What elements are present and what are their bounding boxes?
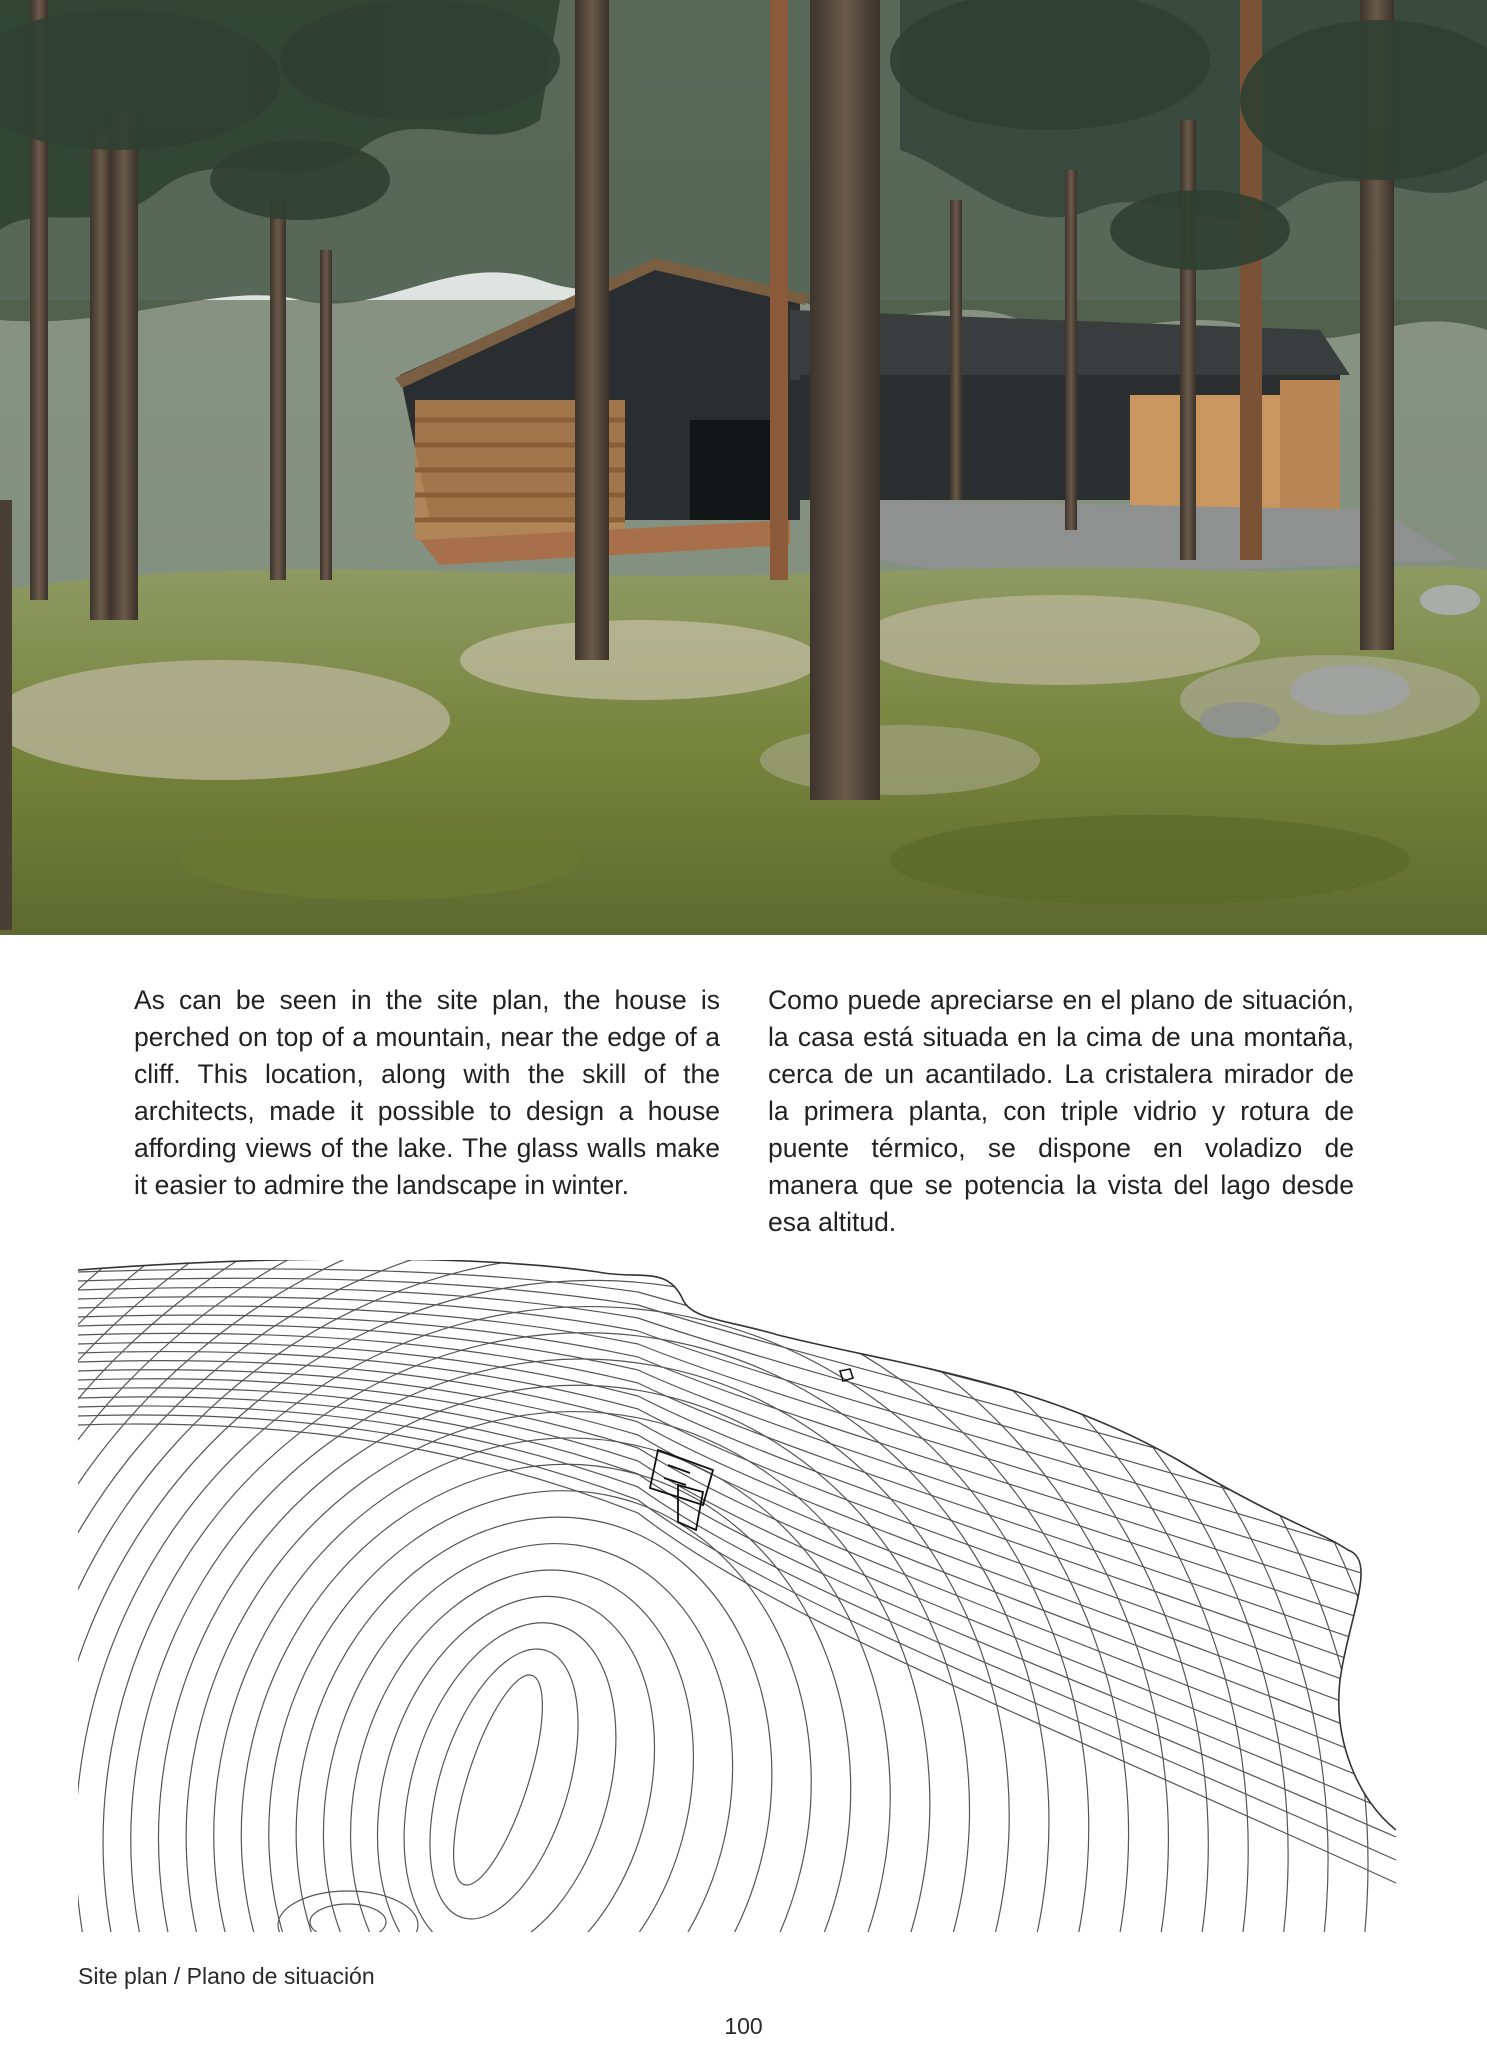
small-structure: [840, 1369, 853, 1381]
building-footprint: [650, 1450, 713, 1530]
contour-map: [78, 1260, 1396, 1932]
page-number: 100: [724, 2013, 763, 2039]
spanish-paragraph: Como puede apreciarse en el plano de situación, la casa está situada en la cima de una montaña, cerca de un acantilado. La cristalera mirador de la primera planta, con triple vidrio y rotura de puente térmico, se dispone en voladizo de manera que se potencia la vista del lago desde esa altitud.: [768, 985, 1354, 1237]
site-plan-drawing: [78, 1260, 1396, 1932]
figure-caption: Site plan / Plano de situación: [78, 1963, 375, 1989]
house-photo: [0, 0, 1487, 935]
forest-house-illustration: [0, 0, 1487, 935]
english-paragraph: As can be seen in the site plan, the house is perched on top of a mountain, near the edge of a cliff. This location, along with the skill of the architects, made it possible to design a house affording views of the lake. The glass walls make it easier to admire the landscape in winter.: [134, 985, 720, 1200]
